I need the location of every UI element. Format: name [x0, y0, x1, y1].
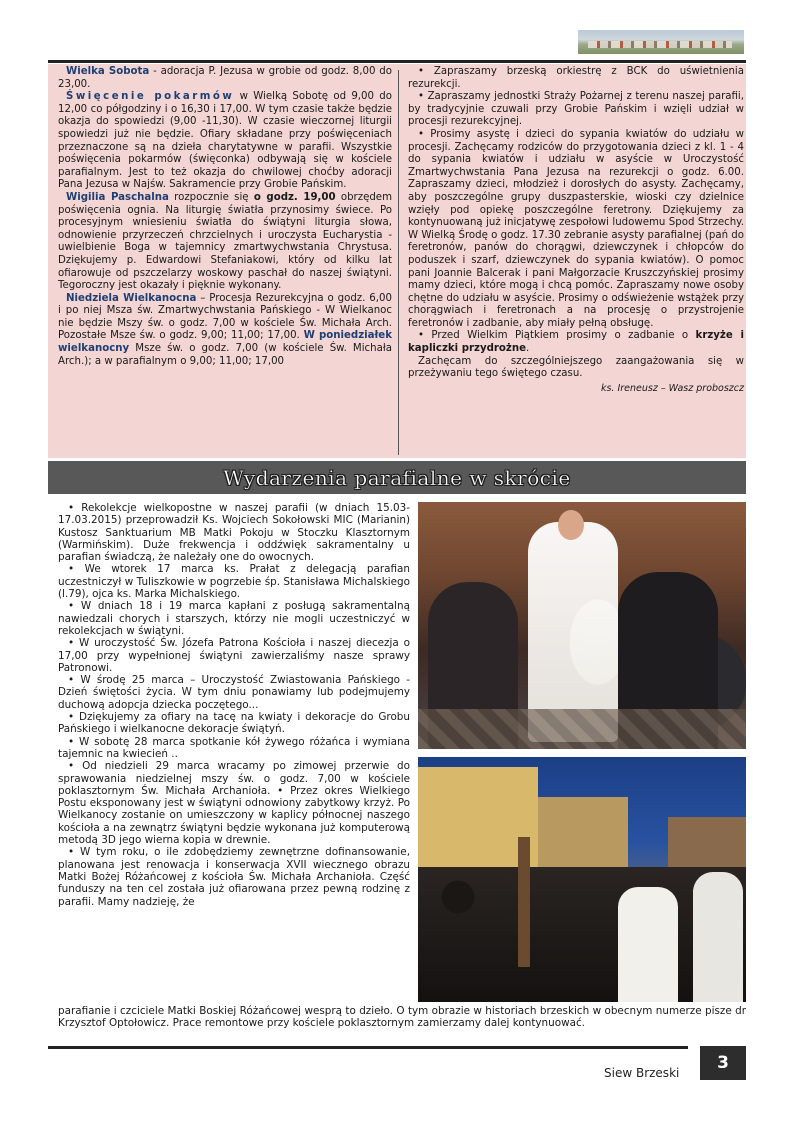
signature: ks. Ireneusz – Wasz proboszcz: [600, 382, 744, 394]
paragraph-holy-saturday: Wielka Sobota - adoracja P. Jezusa w grobie od godz. 8,00 do 23,00.: [58, 66, 392, 90]
photo-figure: [618, 887, 678, 1002]
paragraph-orchestra: • Zapraszamy brzeską orkiestrę z BCK do uświetnienia rezurekcji.: [408, 66, 744, 90]
news-column: [58, 502, 410, 908]
column-divider: [398, 70, 399, 455]
paragraph-easter-vigil: Wigilia Paschalna rozpocznie się o godz. 19,00 obrzędem poświęcenia ognia. Na liturgię światła przynosimy świece. Po procesyjnym wniesieniu światła do świątyni liturgia słowa, odnowienie przyrzeczeń chrzcielnych i uroczysta Eucharystia - uwielbienie Boga w tajemnicy zmartwychwstania Chrystusa. Dziękujemy p. Edwardowi Stefaniakowi, który od kilku lat ofiarowuje od pszczelarzy woskowy paschał do naszej świątyni. Tegoroczny jest okazały i pięknie wykonany.: [58, 191, 393, 292]
news-item: • W uroczystość Św. Józefa Patrona Kościoła i naszej diecezja o 17,00 przy wypełnionej świątyni zawierzaliśmy nasze sprawy Patronowi.: [58, 637, 410, 674]
paragraph-crosses: • Przed Wielkim Piątkiem prosimy o zadbanie o krzyże i kapliczki przydrożne.: [408, 330, 744, 355]
announcements-right-column: [408, 66, 744, 395]
photo-retreat-blessing: [418, 502, 746, 749]
announcements-left-column: [58, 66, 392, 368]
photo-evening-procession: [418, 757, 746, 1002]
news-item: • W sobotę 28 marca spotkanie kół żywego różańca i wymiana tajemnic na kwiecień ..: [58, 735, 410, 760]
page-number: 3: [700, 1046, 746, 1080]
news-item: • W dniach 18 i 19 marca kapłani z posługą sakramentalną nawiedzali chorych i starszych, którzy nie mogli uczestniczyć w rekolekcjach w świątyni.: [58, 600, 410, 637]
news-item: • Rekolekcje wielkopostne w naszej parafii (w dniach 15.03-17.03.2015) przeprowadził Ks. Wojciech Sokołowski MIC (Marianin) Kustosz Sanktuarium MB Matki Pokoju w Stoczku Klasztornym (Warmińskim). Duże frekwencja i oddźwięk sakramentalny u parafian świadczą, że należały one do owocnych.: [58, 502, 410, 564]
paragraph-easter-sunday: Niedziela Wielkanocna – Procesja Rezurekcyjna o godz. 6,00 i po niej Msza św. Zmartwychwstania Pańskiego - W Wielkanoc nie będzie Mszy św. o godz. 7,00 w kościele Św. Michała Arch. Pozostałe Msze św. o godz. 9,00; 11,00; 17,00. W poniedziałek wielkanocny Msze św. o godz. 7,00 (w kościele Św. Michała Arch.); a w parafialnym o 9,00; 11,00; 17,00: [58, 292, 392, 367]
header-photo-strip: [578, 30, 744, 54]
news-item: • Od niedzieli 29 marca wracamy po zimowej przerwie do sprawowania niedzielnej mszy św. o godz. 7,00 w kościele poklasztornym Św. Michała Archanioła. • Przez okres Wielkiego Postu eksponowany jest w świątyni odnowiony zabytkowy krzyż. Po Wielkanocy zostanie on umieszczony w kaplicy północnej naszego kościoła a na zewnątrz świątyni będzie wykonana już komputerową metodą 3D jego wierna kopia w drewnie.: [58, 760, 410, 847]
photo-figure: [558, 510, 584, 540]
photo-figure: [693, 872, 743, 1002]
news-item: • W tym roku, o ile zdobędziemy zewnętrzne dofinansowanie, planowana jest renowacja i konserwacja XVII wiecznego obrazu Matki Bożej Różańcowej z kościoła Św. Michała Archanioła. Część funduszy na ten cel została już ofiarowana przez pewną rodzinę z parafii. Mamy nadzieję, że: [58, 846, 410, 908]
section-title: Wydarzenia parafialne w skrócie: [223, 465, 571, 490]
news-item: • We wtorek 17 marca ks. Prałat z delegacją parafian uczestniczył w Tuliszkowie w pogrzebie śp. Stanisława Michalskiego (l.79), ojca ks. Marka Michalskiego.: [58, 563, 410, 601]
news-continuation: parafianie i czciciele Matki Boskiej Różańcowej wesprą to dzieło. O tym obrazie w historiach brzeskich w obecnym numerze pisze dr Krzysztof Optołowicz. Prace remontowe przy kościele poklasztornym zamierzamy dalej kontynuować.: [58, 1005, 746, 1030]
paragraph-encouragement: Zachęcam do szczególniejszego zaangażowania się w przeżywaniu tego świętego czasu.: [408, 355, 744, 380]
photo-floor: [418, 709, 746, 749]
news-item: • W środę 25 marca – Uroczystość Zwiastowania Pańskiego - Dzień świętości życia. W tym dniu ponawiamy lub podejmujemy duchową adopcja dziecka poczętego...: [58, 674, 410, 711]
photo-cross: [518, 837, 530, 967]
bottom-rule: [48, 1046, 688, 1049]
paragraph-fire-brigade: • Zapraszamy jednostki Straży Pożarnej z terenu naszej parafii, by tradycyjnie czuwali przy Grobie Pańskim i wzięli udział w procesji rezurekcyjnej.: [408, 91, 744, 128]
publication-name: Siew Brzeski: [604, 1066, 680, 1080]
top-rule: [48, 60, 746, 63]
paragraph-procession: • Prosimy asystę i dzieci do sypania kwiatów do udziału w procesji. Zachęcamy rodziców do przygotowania dzieci z kl. 1 - 4 do sypania kwiatów i udziału w asyście w Uroczystość Zmartwychwstania Pana Jezusa na rezurekcji o godz. 6.00. Zapraszamy dzieci, młodzież i dorosłych do asysty. Zachęcamy, aby poszczególne grupy duszpasterskie, wioski czy dzielnice wzięły pod opiekę poszczególne feretrony. Dziękujemy za kontynuowaną już inicjatywę zespołowi ludowemu Spod Strzechy. W Wielką Środę o godz. 17.30 zebranie asysty parafialnej (pań do feretronów, panów do chorągwi, dziewczynek i chłopców do poduszek i szarf, dziewczynek do sypania kwiatów). O pomoc pani Joannie Balcerak i pani Małgorzacie Kruszczyńskiej prosimy mamy dzieci, które mogą i chcą pomóc. Zapraszamy nowe osoby chętne do udziału w asyście. Prosimy o odświeżenie wstążek przy chorągwiach i feretronach a na procesję o przystrojenie feretronów i zadbanie, aby miały pełną obsługę.: [408, 128, 744, 329]
news-item: • Dziękujemy za ofiary na tacę na kwiaty i dekoracje do Grobu Pańskiego i wielkanocne dekoracje świątyń.: [58, 711, 410, 736]
paragraph-food-blessing: Święcenie pokarmów w Wielką Sobotę od 9,00 do 12,00 co półgodziny i o 16,30 i 17,00. W tym czasie także będzie okazja do spowiedzi (9,00 -11,30). W czasie wieczornej liturgii spowiedzi już nie będzie. Ofiary składane przy poświęceniach przeznaczone są na dzieła charytatywne w parafii. Wszystkie poświęcenia pokarmów (święconka) odbywają się w kościele parafialnym. Jest to też okazja do chwilowej choćby adoracji Pana Jezusa w Najśw. Sakramencie przy Grobie Pańskim.: [58, 91, 392, 191]
section-banner: [48, 461, 746, 494]
